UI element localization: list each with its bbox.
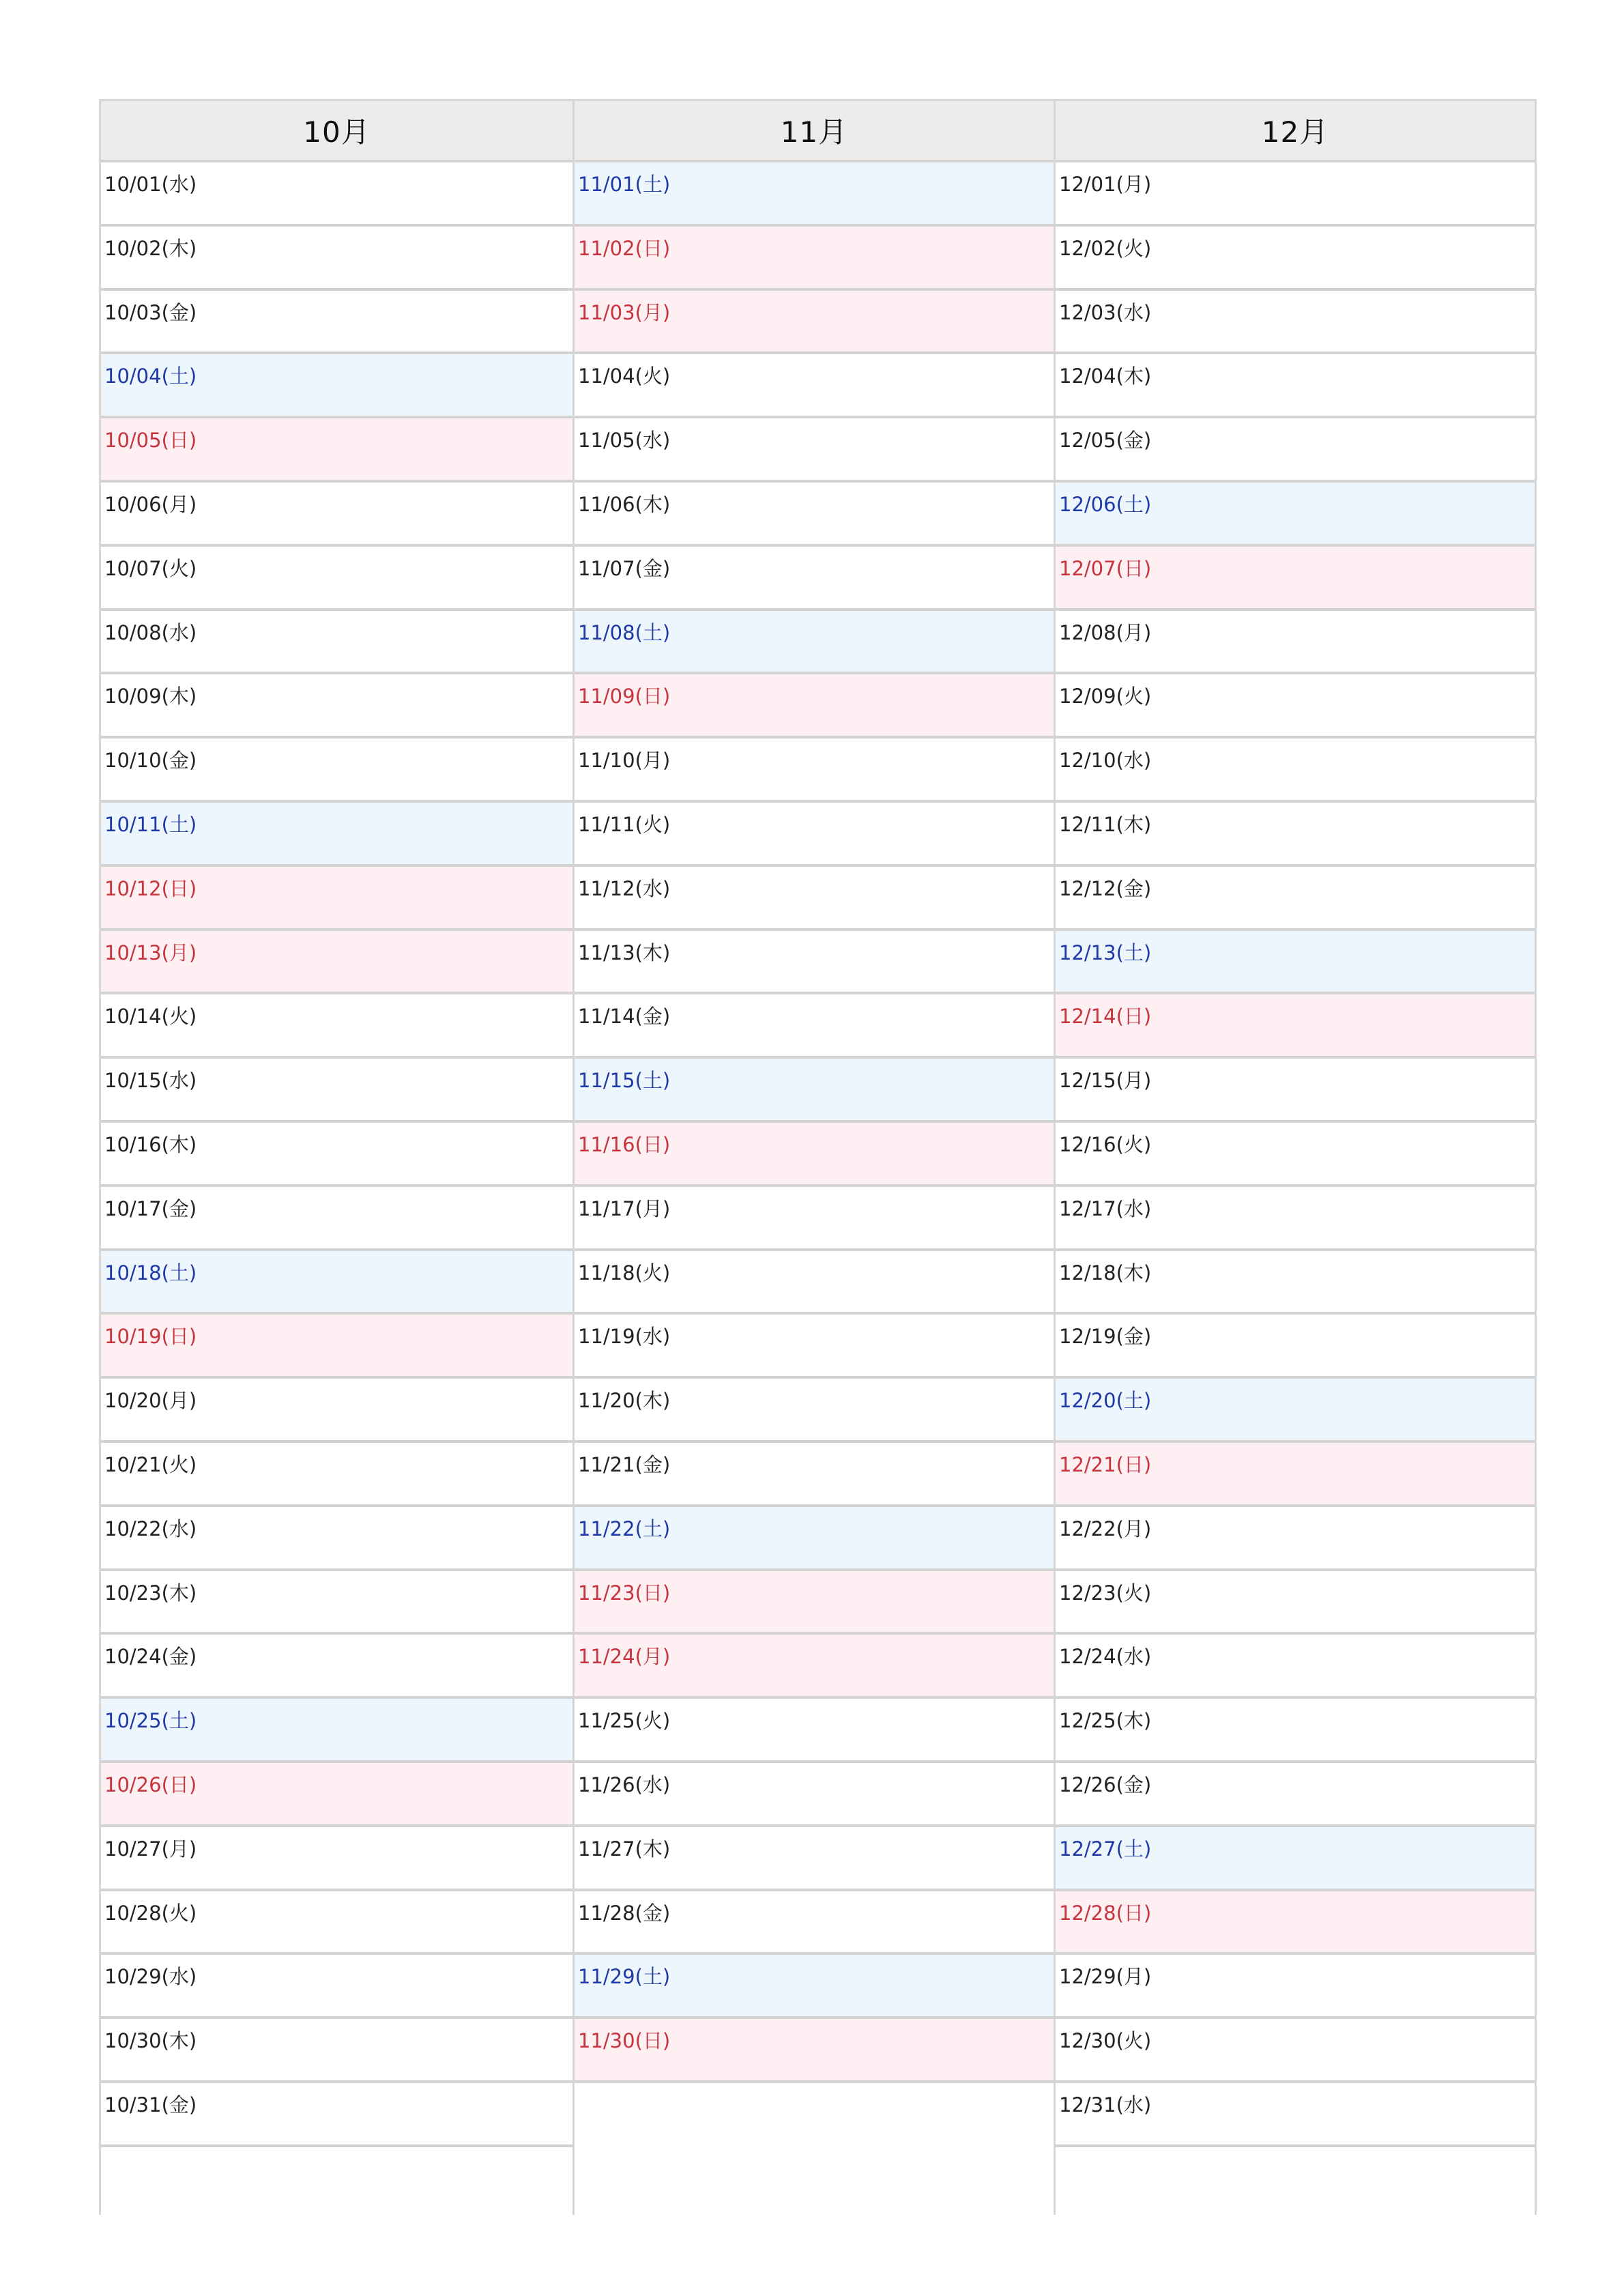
day-cell: 12/07(日) [1056,547,1535,611]
day-cell: 11/16(日) [575,1123,1054,1187]
day-cell: 10/01(水) [101,162,572,227]
day-cell: 11/02(日) [575,227,1054,291]
three-month-calendar [99,99,1537,2215]
day-cell: 12/12(金) [1056,867,1535,931]
day-cell: 10/29(水) [101,1955,572,2019]
day-cell: 10/20(月) [101,1379,572,1443]
day-cell: 11/12(水) [575,867,1054,931]
day-cell: 10/16(木) [101,1123,572,1187]
month-column-november [572,99,1054,2215]
day-cell: 10/08(水) [101,611,572,675]
day-cell: 12/22(月) [1056,1507,1535,1571]
day-cell: 12/24(水) [1056,1635,1535,1699]
day-cell: 11/24(月) [575,1635,1054,1699]
day-cell: 11/15(土) [575,1059,1054,1123]
day-cell: 12/27(土) [1056,1827,1535,1891]
day-cell: 10/23(木) [101,1571,572,1635]
day-cell: 12/01(月) [1056,162,1535,227]
day-cell: 10/10(金) [101,738,572,803]
day-cell: 10/04(土) [101,354,572,418]
day-cell: 10/15(水) [101,1059,572,1123]
day-cell: 11/13(木) [575,931,1054,995]
day-cell: 12/03(水) [1056,291,1535,355]
day-cell: 12/20(土) [1056,1379,1535,1443]
day-list [101,162,572,2147]
day-cell: 11/18(火) [575,1251,1054,1315]
day-cell: 12/17(水) [1056,1187,1535,1251]
day-cell: 12/29(月) [1056,1955,1535,2019]
day-cell: 12/05(金) [1056,418,1535,483]
day-cell: 10/13(月) [101,931,572,995]
day-cell: 10/14(火) [101,994,572,1059]
day-cell: 12/04(木) [1056,354,1535,418]
day-cell: 12/10(水) [1056,738,1535,803]
day-cell: 10/06(月) [101,483,572,547]
day-cell: 11/25(火) [575,1699,1054,1763]
month-header: 10月 [101,99,572,162]
day-cell: 11/09(日) [575,674,1054,738]
day-cell: 12/11(木) [1056,803,1535,867]
day-cell: 10/12(日) [101,867,572,931]
day-cell: 10/24(金) [101,1635,572,1699]
day-cell: 11/23(日) [575,1571,1054,1635]
day-cell: 12/31(水) [1056,2083,1535,2147]
day-cell: 11/26(水) [575,1763,1054,1827]
day-cell: 10/03(金) [101,291,572,355]
day-cell: 12/28(日) [1056,1891,1535,1955]
day-cell: 10/28(火) [101,1891,572,1955]
day-cell: 11/28(金) [575,1891,1054,1955]
day-cell: 10/25(土) [101,1699,572,1763]
day-cell: 11/19(水) [575,1315,1054,1379]
month-column-december [1054,99,1537,2215]
day-cell: 11/01(土) [575,162,1054,227]
day-cell: 12/15(月) [1056,1059,1535,1123]
day-cell: 11/10(月) [575,738,1054,803]
day-cell: 10/26(日) [101,1763,572,1827]
day-cell: 10/31(金) [101,2083,572,2147]
day-cell: 12/08(月) [1056,611,1535,675]
day-cell: 11/29(土) [575,1955,1054,2019]
day-cell: 12/09(火) [1056,674,1535,738]
day-cell: 11/14(金) [575,994,1054,1059]
day-cell: 11/08(土) [575,611,1054,675]
day-cell: 12/06(土) [1056,483,1535,547]
day-cell: 10/30(木) [101,2019,572,2083]
day-cell: 11/07(金) [575,547,1054,611]
day-cell: 10/18(土) [101,1251,572,1315]
day-cell: 10/17(金) [101,1187,572,1251]
day-cell: 10/09(木) [101,674,572,738]
day-list [1056,162,1535,2147]
day-cell: 10/19(日) [101,1315,572,1379]
day-cell: 11/11(火) [575,803,1054,867]
day-cell: 12/23(火) [1056,1571,1535,1635]
day-cell: 10/02(木) [101,227,572,291]
day-cell: 10/27(月) [101,1827,572,1891]
day-cell: 11/04(火) [575,354,1054,418]
day-cell: 11/05(水) [575,418,1054,483]
day-list [575,162,1054,2083]
day-cell: 12/26(金) [1056,1763,1535,1827]
day-cell: 11/03(月) [575,291,1054,355]
day-cell: 10/07(火) [101,547,572,611]
day-cell: 10/05(日) [101,418,572,483]
day-cell: 12/02(火) [1056,227,1535,291]
day-cell: 10/11(土) [101,803,572,867]
day-cell: 12/25(木) [1056,1699,1535,1763]
day-cell: 10/22(水) [101,1507,572,1571]
day-cell: 11/21(金) [575,1443,1054,1507]
day-cell: 11/17(月) [575,1187,1054,1251]
day-cell: 12/21(日) [1056,1443,1535,1507]
day-cell: 12/19(金) [1056,1315,1535,1379]
day-cell: 12/14(日) [1056,994,1535,1059]
day-cell: 10/21(火) [101,1443,572,1507]
day-cell: 11/27(木) [575,1827,1054,1891]
day-cell: 12/30(火) [1056,2019,1535,2083]
day-cell: 12/13(土) [1056,931,1535,995]
day-cell: 12/16(火) [1056,1123,1535,1187]
month-column-october [99,99,572,2215]
month-header: 11月 [575,99,1054,162]
month-header: 12月 [1056,99,1535,162]
day-cell: 11/30(日) [575,2019,1054,2083]
day-cell: 11/20(木) [575,1379,1054,1443]
day-cell: 12/18(木) [1056,1251,1535,1315]
day-cell: 11/06(木) [575,483,1054,547]
day-cell: 11/22(土) [575,1507,1054,1571]
